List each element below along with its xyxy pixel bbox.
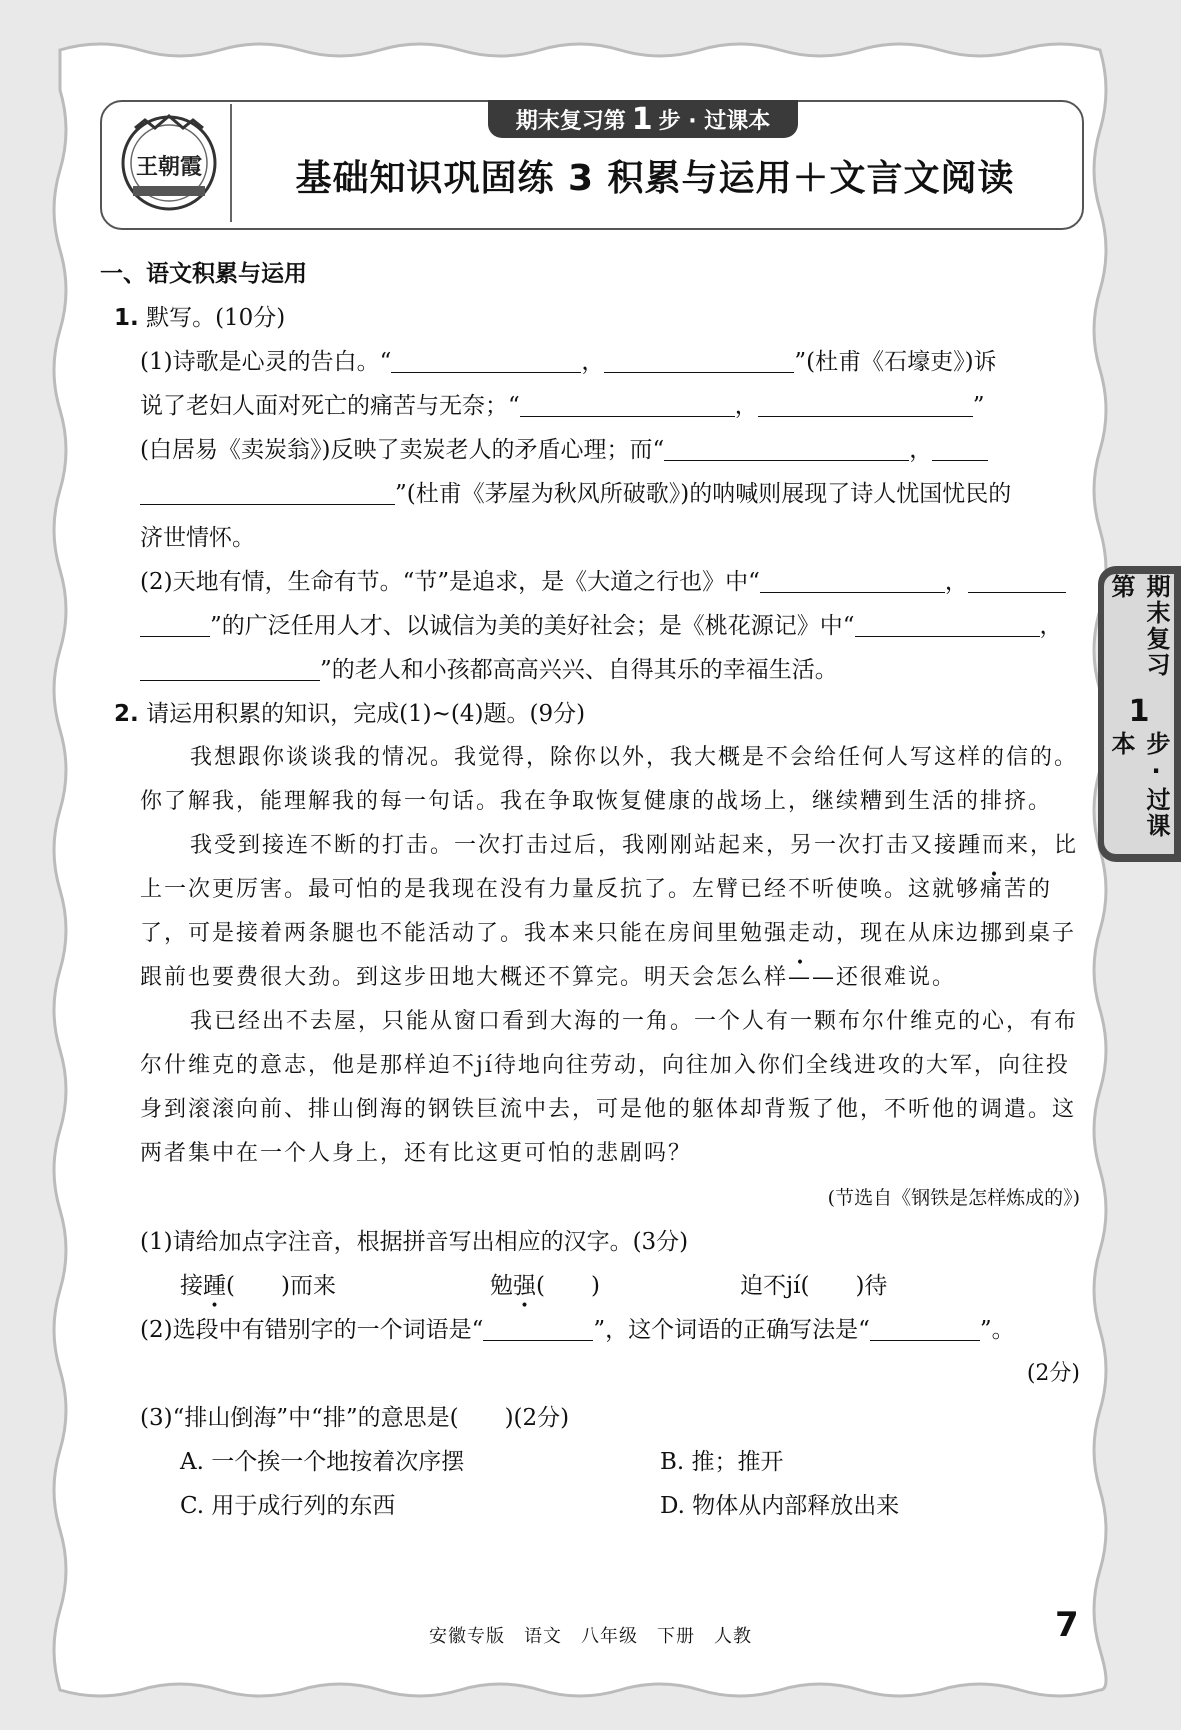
dotted-char: 强 (513, 1273, 536, 1299)
answer-blank[interactable] (604, 346, 794, 373)
question-label: 请运用积累的知识，完成(1)~(4)题。(9分) (146, 701, 586, 727)
sub1-item-3: 迫不jí( )待 (740, 1273, 888, 1299)
q1-part1 (140, 340, 1080, 560)
text: 我受到接连不断的打击。一次打击过后，我刚刚站起来，另一次打击又接 (190, 833, 959, 858)
answer-blank[interactable] (483, 1314, 593, 1341)
text: ”。 (979, 1317, 1015, 1343)
q1-part2 (140, 560, 1080, 692)
text: (白居易《卖炭翁》)反映了卖炭老人的矛盾心理；而“ (140, 437, 665, 463)
worksheet-content (100, 252, 1080, 1528)
q2-sub3-options-row2 (180, 1484, 1080, 1528)
q2-sub1-items (180, 1264, 1080, 1308)
answer-blank[interactable] (855, 610, 1040, 637)
dotted-char: 踵 (958, 833, 983, 858)
question-2-heading (114, 692, 1080, 736)
sub1-item-2 (490, 1264, 740, 1308)
dotted-char: 强 (764, 921, 789, 946)
option-d: D. 物体从内部释放出来 (660, 1493, 900, 1519)
text: ”的老人和小孩都高高兴兴、自得其乐的幸福生活。 (320, 657, 838, 683)
text: 说了老妇人面对死亡的痛苦与无奈；“ (140, 393, 520, 419)
answer-blank[interactable] (391, 346, 581, 373)
header-tab-num: 1 (631, 101, 653, 137)
page-number: 7 (1055, 1605, 1079, 1645)
dotted-char: 踵 (203, 1273, 226, 1299)
side-tab-prefix: 期末复习第 (1107, 574, 1170, 678)
source-citation: (节选自《钢铁是怎样炼成的》) (827, 1187, 1080, 1209)
text: ， (581, 349, 605, 375)
option-a: A. 一个挨一个地按着次序摆 (180, 1449, 465, 1475)
text: ， (1039, 613, 1063, 639)
option-b: B. 推；推开 (660, 1449, 784, 1475)
answer-blank[interactable] (760, 566, 945, 593)
text: 接 (180, 1273, 203, 1299)
header-step-tab (488, 100, 798, 138)
answer-blank[interactable] (968, 566, 1066, 593)
q2-sub2 (140, 1308, 1080, 1352)
text: 勉 (490, 1273, 513, 1299)
section-heading: 一、语文积累与运用 (100, 261, 307, 287)
svg-text:王朝霞: 王朝霞 (135, 154, 203, 180)
logo-emblem-icon (115, 108, 223, 218)
text: ( )而来 (226, 1273, 336, 1299)
q2-sub3: (3)“排山倒海”中“排”的意思是( )(2分) (140, 1405, 570, 1431)
page-footer: 安徽专版 语文 八年级 下册 人教 (429, 1626, 752, 1647)
answer-blank[interactable] (140, 610, 210, 637)
question-number: 1. (114, 305, 139, 331)
side-tab (1104, 574, 1174, 854)
reading-paragraph-3: 我已经出不去屋，只能从窗口看到大海的一角。一个人有一颗布尔什维克的心，有布尔什维克的意志，他是那样迫不jí待地向往劳动，向往加入你们全线进攻的大军，向往投身到滚滚向前、排山倒海的钢铁巨流中去，可是他的躯体却背叛了他，不听他的调遣。这两者集中在一个人身上，还有比这更可怕的悲剧吗？ (140, 1009, 1079, 1166)
text: ( ) (536, 1273, 600, 1299)
text: ”，这个词语的正确写法是“ (593, 1317, 870, 1343)
text: ， (944, 569, 968, 595)
side-tab-suffix: 步·过课本 (1107, 730, 1170, 839)
option-c: C. 用于成行列的东西 (180, 1493, 396, 1519)
answer-blank[interactable] (758, 390, 973, 417)
reading-paragraph-2 (140, 824, 1080, 1000)
text: ”的广泛任用人才、以诚信为美的美好社会；是《桃花源记》中“ (210, 613, 855, 639)
text: (2)选段中有错别字的一个词语是“ (140, 1317, 484, 1343)
answer-blank[interactable] (140, 478, 395, 505)
text: ” (972, 393, 985, 419)
q2-sub2-score: (2分) (1026, 1361, 1080, 1386)
answer-blank[interactable] (932, 434, 988, 461)
question-number: 2. (114, 701, 139, 727)
text: (2)天地有情，生命有节。“节”是追求，是《大道之行也》中“ (140, 569, 760, 595)
text: ， (734, 393, 758, 419)
question-1-heading (114, 296, 1080, 340)
text: ， (909, 437, 933, 463)
answer-blank[interactable] (140, 654, 320, 681)
header-tab-prefix: 期末复习第 (515, 108, 626, 134)
header-tab-suffix: 步 · 过课本 (658, 108, 771, 134)
text: 走动，现在从床边挪到桌子跟前也要费很大劲。到这步田地大概还不算完。明天会怎么样——还很难说。 (140, 921, 1077, 990)
q2-sub3-options-row1 (180, 1440, 1080, 1484)
text: 而来，比上一次更厉害。最可怕的是我现在没有力量反抗了。左臂已经不听使唤。这就够痛苦的了，可是接着两条腿也不能活动了。我本来只能在房间里勉 (140, 833, 1079, 946)
text: ”(杜甫《石壕吏》)诉 (794, 349, 997, 375)
answer-blank[interactable] (664, 434, 909, 461)
text: (1)诗歌是心灵的告白。“ (140, 349, 392, 375)
question-label: 默写。(10分) (146, 305, 286, 331)
q2-sub1: (1)请给加点字注音，根据拼音写出相应的汉字。(3分) (140, 1229, 689, 1255)
side-tab-num: 1 (1121, 693, 1157, 731)
text: 济世情怀。 (140, 525, 255, 551)
sub1-item-1 (180, 1264, 490, 1308)
text: ”(杜甫《茅屋为秋风所破歌》)的呐喊则展现了诗人忧国忧民的 (395, 481, 1012, 507)
page-title: 基础知识巩固练 3 积累与运用＋文言文阅读 (295, 158, 1015, 199)
answer-blank[interactable] (520, 390, 735, 417)
answer-blank[interactable] (870, 1314, 980, 1341)
reading-paragraph-1: 我想跟你谈谈我的情况。我觉得，除你以外，我大概是不会给任何人写这样的信的。你了解我，能理解我的每一句话。我在争取恢复健康的战场上，继续糟到生活的排挤。 (140, 745, 1079, 814)
